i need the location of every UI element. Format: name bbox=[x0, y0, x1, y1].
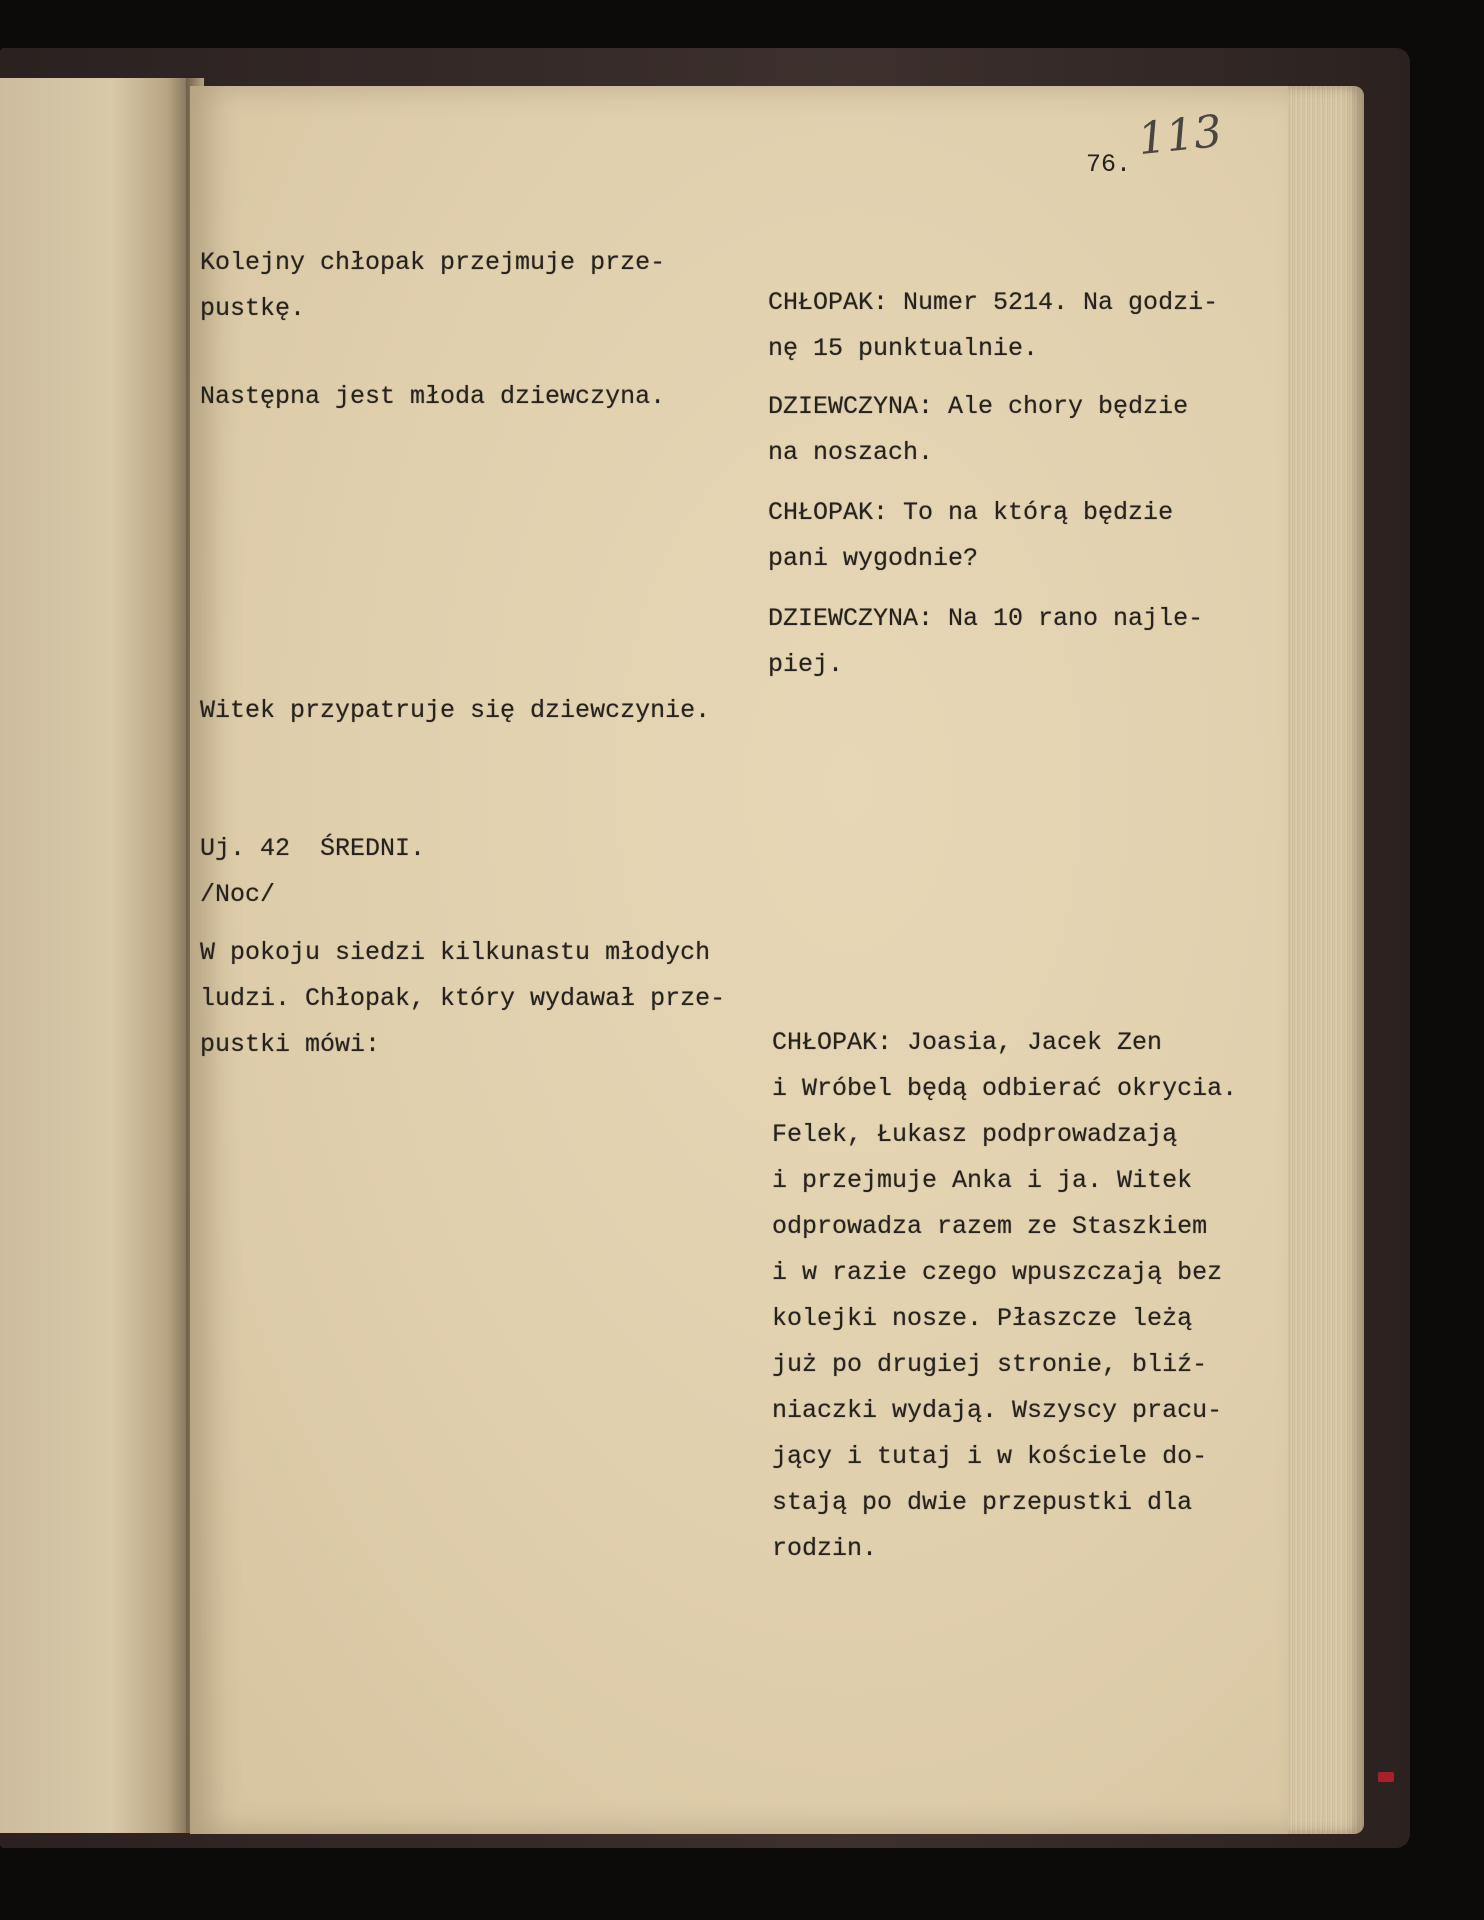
dialogue-line: CHŁOPAK: To na którą będzie pani wygodnie? bbox=[768, 498, 1174, 573]
show-through-text bbox=[0, 78, 186, 1833]
scene-heading: Uj. 42 ŚREDNI. /Noc/ bbox=[200, 834, 426, 909]
page-edges bbox=[1288, 86, 1364, 1834]
previous-page-edge bbox=[0, 78, 186, 1833]
bookmark-ribbon bbox=[1378, 1772, 1394, 1782]
stage-direction: Witek przypatruje się dziewczynie. bbox=[200, 696, 711, 725]
stage-direction: Następna jest młoda dziewczyna. bbox=[200, 382, 666, 411]
handwritten-folio: 113 bbox=[1135, 105, 1225, 166]
stage-direction: Kolejny chłopak przejmuje prze- pustkę. bbox=[200, 248, 666, 323]
stage-direction: W pokoju siedzi kilkunastu młodych ludzi. Chłopak, który wydawał prze- pustki mówi: bbox=[200, 938, 726, 1059]
page-number: 76. bbox=[1086, 150, 1132, 179]
dialogue-line: DZIEWCZYNA: Ale chory będzie na noszach. bbox=[768, 392, 1189, 467]
dialogue-line: CHŁOPAK: Numer 5214. Na godzi- nę 15 punktualnie. bbox=[768, 288, 1219, 363]
dialogue-line: CHŁOPAK: Joasia, Jacek Zen i Wróbel będą odbierać okrycia. Felek, Łukasz podprowadzają i przejmuje Anka i ja. Witek odprowadza razem ze Staszkiem i w razie czego wpuszczają bez kolejki nosze. Płaszcze leżą już po drugiej stronie, bliź- niaczki wydają. Wszyscy pracu- jący i tutaj i w kościele do- stają po dwie przepustki dla rodzin. bbox=[772, 1028, 1238, 1563]
dialogue-line: DZIEWCZYNA: Na 10 rano najle- piej. bbox=[768, 604, 1204, 679]
